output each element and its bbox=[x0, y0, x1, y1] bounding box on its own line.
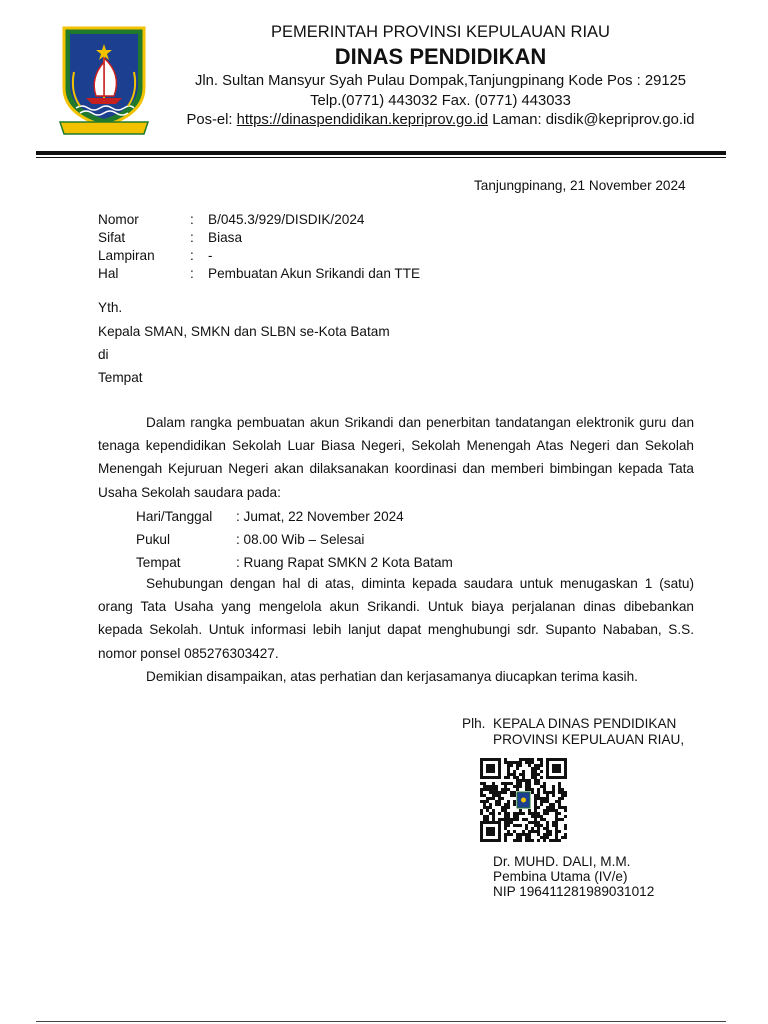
website-link[interactable]: https://dinaspendidikan.kepriprov.go.id bbox=[236, 112, 489, 128]
qr-code-icon bbox=[480, 758, 570, 842]
recipient-place: Tempat bbox=[98, 370, 143, 385]
agency-name: DINAS PENDIDIKAN bbox=[334, 44, 547, 69]
agency-contacts bbox=[168, 112, 713, 129]
provincial-emblem-icon bbox=[56, 22, 152, 140]
detail-key: Pukul bbox=[136, 532, 171, 547]
detail-value: : 08.00 Wib – Selesai bbox=[236, 532, 365, 547]
meta-value: - bbox=[208, 248, 213, 263]
web-label: Laman: bbox=[492, 112, 542, 128]
letterhead-divider-thin bbox=[36, 157, 726, 158]
meta-colon: : bbox=[190, 212, 194, 227]
body-paragraph-2: Sehubungan dengan hal di atas, diminta kepada saudara untuk menugaskan 1 (satu) orang Tata Usaha yang mengelola akun Srikandi. Untuk biaya perjalanan dinas dibebankan kepada Sekolah. Untuk informasi lebih lanjut dapat menghubungi sdr. Supanto Nababan, S.S. nomor ponsel 085276303427. bbox=[98, 576, 694, 661]
detail-value: : Ruang Rapat SMKN 2 Kota Batam bbox=[236, 555, 453, 570]
footer-divider bbox=[36, 1021, 726, 1022]
signatory-nip: NIP 196411281989031012 bbox=[493, 884, 655, 899]
meta-key: Hal bbox=[98, 266, 119, 281]
detail-key: Hari/Tanggal bbox=[136, 509, 213, 524]
signature-plh: Plh. bbox=[462, 716, 486, 731]
recipient-salutation: Yth. bbox=[98, 300, 123, 315]
recipient-di: di bbox=[98, 347, 109, 362]
letterhead-divider-thick bbox=[36, 151, 726, 155]
signature-title-1: KEPALA DINAS PENDIDIKAN bbox=[493, 716, 677, 731]
detail-value: : Jumat, 22 November 2024 bbox=[236, 509, 404, 524]
agency-address: Jln. Sultan Mansyur Syah Pulau Dompak,Tanjungpinang Kode Pos : 29125 bbox=[194, 73, 687, 89]
meta-key: Lampiran bbox=[98, 248, 155, 263]
meta-value: B/045.3/929/DISDIK/2024 bbox=[208, 212, 365, 227]
letter-date: Tanjungpinang, 21 November 2024 bbox=[474, 178, 686, 193]
body-paragraph-1: Dalam rangka pembuatan akun Srikandi dan penerbitan tandatangan elektronik guru dan tenaga kependidikan Sekolah Luar Biasa Negeri, Sekolah Menengah Atas Negeri dan Sekolah Menengah Kejuruan Negeri akan dilaksanakan koordinasi dan memberi bimbingan kepada Tata Usaha Sekolah saudara pada: bbox=[98, 415, 694, 500]
email-label: Pos-el: bbox=[186, 112, 233, 128]
closing-sentence: Demikian disampaikan, atas perhatian dan kerjasamanya diucapkan terima kasih. bbox=[146, 669, 638, 684]
signatory-rank: Pembina Utama (IV/e) bbox=[493, 869, 628, 884]
agency-parent-name: PEMERINTAH PROVINSI KEPULAUAN RIAU bbox=[271, 23, 610, 41]
signatory-name: Dr. MUHD. DALI, M.M. bbox=[493, 854, 631, 869]
recipient-name: Kepala SMAN, SMKN dan SLBN se-Kota Batam bbox=[98, 324, 390, 339]
email-link[interactable]: disdik@kepriprov.go.id bbox=[545, 112, 695, 128]
meta-colon: : bbox=[190, 266, 194, 281]
meta-key: Sifat bbox=[98, 230, 126, 245]
meta-colon: : bbox=[190, 248, 194, 263]
meta-key: Nomor bbox=[98, 212, 139, 227]
meta-colon: : bbox=[190, 230, 194, 245]
agency-phone-fax: Telp.(0771) 443032 Fax. (0771) 443033 bbox=[310, 93, 571, 109]
signature-title-2: PROVINSI KEPULAUAN RIAU, bbox=[493, 732, 685, 747]
meta-value: Pembuatan Akun Srikandi dan TTE bbox=[208, 266, 421, 281]
meta-value: Biasa bbox=[208, 230, 243, 245]
detail-key: Tempat bbox=[136, 555, 181, 570]
